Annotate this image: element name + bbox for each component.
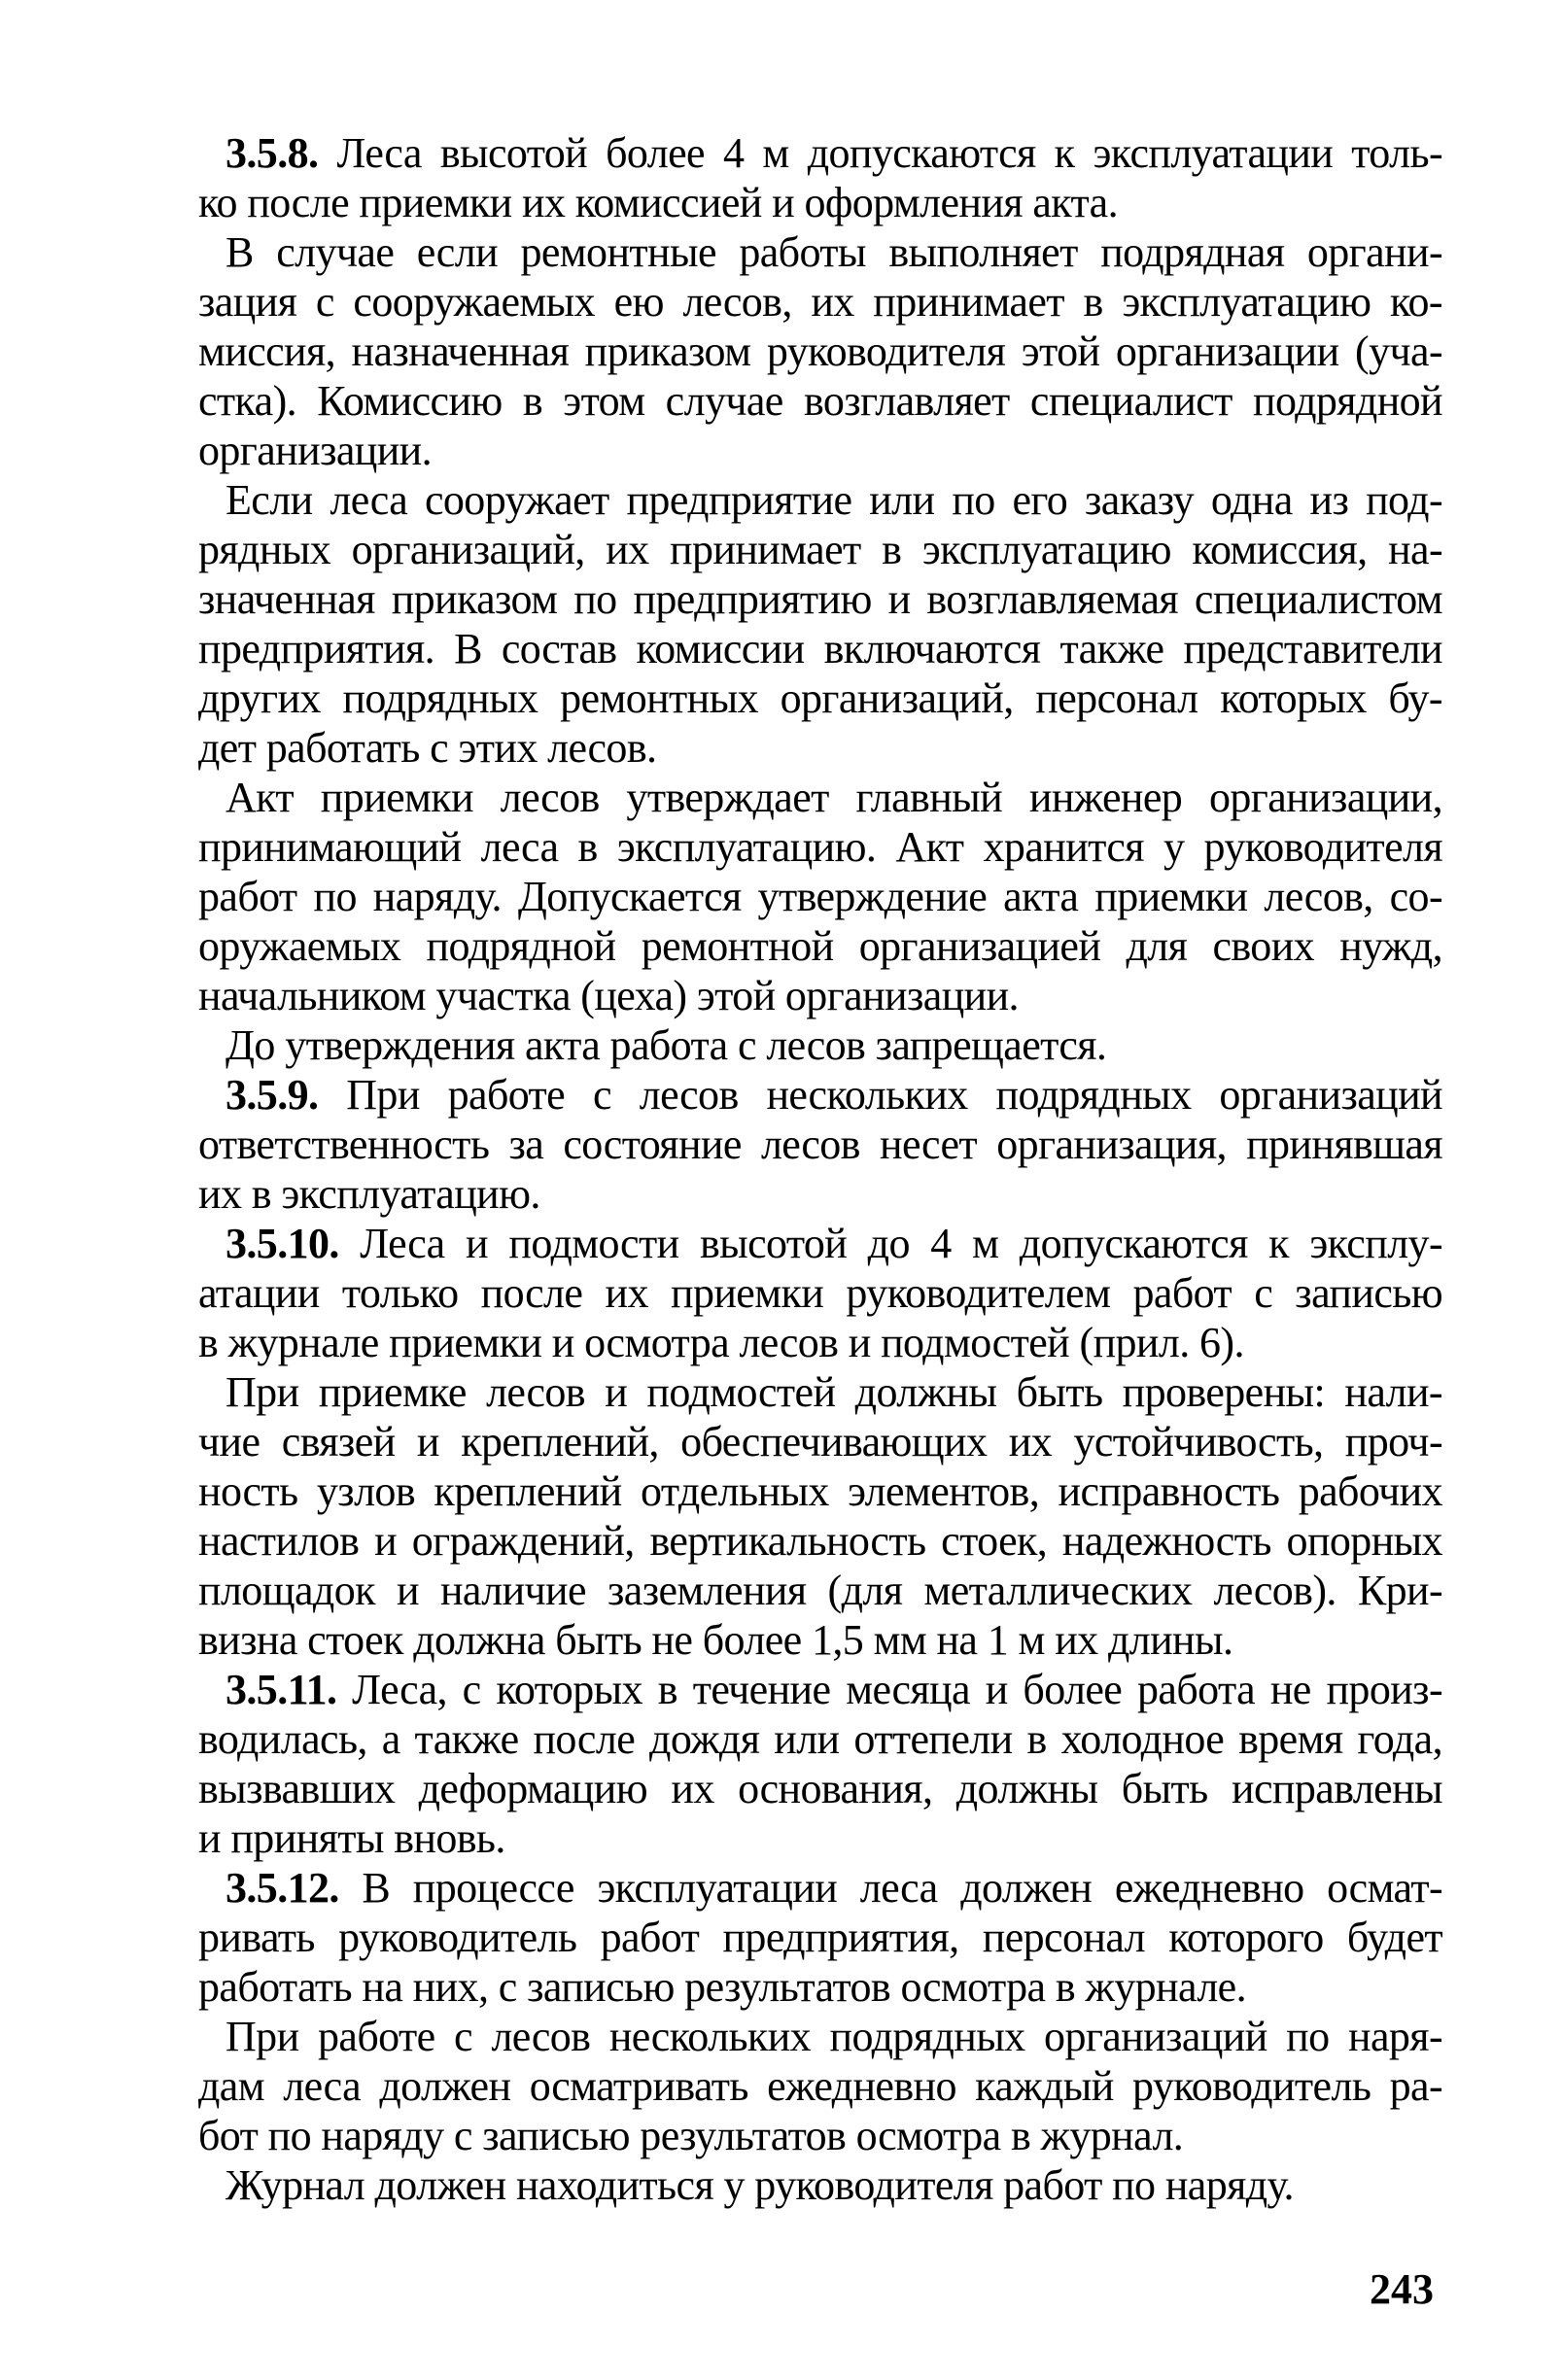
line-text: других подрядных ремонтных организаций, персонал которых бу- (198, 674, 1442, 722)
text-line (198, 277, 1442, 327)
text-line (198, 1962, 1442, 2012)
text-line (198, 1665, 1442, 1714)
text-line (198, 1219, 1442, 1268)
line-text: Журнал должен находиться у руководителя работ по наряду. (226, 2161, 1294, 2209)
line-text: предприятия. В состав комиссии включаются также представители (198, 625, 1442, 673)
line-text: дам леса должен осматривать ежедневно каждый руководитель ра- (198, 2062, 1442, 2110)
line-text: работать на них, с записью результатов осмотра в журнале. (198, 1963, 1247, 2011)
text-line (198, 773, 1442, 822)
line-text: дет работать с этих лесов. (198, 724, 657, 772)
line-text: ко после приемки их комиссией и оформления акта. (198, 179, 1118, 226)
paragraph (198, 1367, 1442, 1665)
text-line (198, 2160, 1442, 2210)
line-text: оружаемых подрядной ремонтной организацией для своих нужд, (198, 922, 1442, 970)
text-line (198, 872, 1442, 921)
text-line (198, 1615, 1442, 1665)
section-number: 3.5.12. (226, 1864, 339, 1912)
line-text: миссия, назначенная приказом руководителя этой организации (уча- (198, 328, 1442, 375)
paragraph (198, 475, 1442, 773)
line-text: Если леса сооружает предприятие или по его заказу одна из под- (226, 476, 1442, 524)
line-text: принимающий леса в эксплуатацию. Акт хранится у руководителя (198, 823, 1442, 871)
text-line (198, 128, 1442, 178)
text-line (198, 1566, 1442, 1615)
text-line (198, 376, 1442, 426)
text-line (198, 2111, 1442, 2160)
line-text: настилов и ограждений, вертикальность стоек, надежность опорных (198, 1517, 1442, 1565)
text-line (198, 178, 1442, 227)
paragraph (198, 1219, 1442, 1367)
line-text: значенная приказом по предприятию и возглавляемая специалистом (198, 575, 1442, 623)
line-text: визна стоек должна быть не более 1,5 мм на 1 м их длины. (198, 1616, 1233, 1664)
text-line (198, 1417, 1442, 1466)
line-text: рядных организаций, их принимает в эксплуатацию комиссия, на- (198, 526, 1442, 573)
text-line (198, 723, 1442, 773)
line-text: водилась, а также после дождя или оттепели в холодное время года, (198, 1715, 1442, 1763)
text-line (198, 1466, 1442, 1516)
paragraph (198, 128, 1442, 227)
line-text: вызвавших деформацию их основания, должны быть исправлены (198, 1765, 1442, 1812)
paragraph (198, 1070, 1442, 1219)
section-number: 3.5.11. (226, 1666, 337, 1713)
line-text: атации только после их приемки руководителем работ с записью (198, 1269, 1442, 1317)
line-text: ность узлов креплений отдельных элементов, исправность рабочих (198, 1467, 1442, 1515)
line-text: работ по наряду. Допускается утверждение акта приемки лесов, со- (198, 873, 1442, 920)
line-text: ривать руководитель работ предприятия, персонал которого будет (198, 1914, 1442, 1961)
line-text: ответственность за состояние лесов несет организация, принявшая (198, 1121, 1442, 1168)
text-line (198, 1813, 1442, 1863)
text-line (198, 1070, 1442, 1120)
line-text: площадок и наличие заземления (для металлических лесов). Кри- (198, 1567, 1442, 1614)
text-line (198, 1120, 1442, 1169)
text-line (198, 1714, 1442, 1764)
text-line (198, 1913, 1442, 1962)
line-text: В случае если ремонтные работы выполняет подрядная органи- (226, 228, 1442, 276)
line-text: и приняты вновь. (198, 1814, 505, 1862)
text-line (198, 2061, 1442, 2111)
text-line (198, 2012, 1442, 2061)
line-text: Акт приемки лесов утверждает главный инженер организации, (226, 774, 1442, 821)
line-text: начальником участка (цеха) этой организации. (198, 972, 1019, 1019)
text-line (198, 1764, 1442, 1813)
text-line (198, 574, 1442, 624)
text-line (198, 1020, 1442, 1070)
line-text: При приемке лесов и подмостей должны быть проверены: нали- (226, 1368, 1442, 1416)
text-line (198, 525, 1442, 574)
text-line (198, 624, 1442, 673)
text-line (198, 227, 1442, 277)
paragraph (198, 1863, 1442, 2012)
text-line (198, 822, 1442, 872)
paragraph (198, 2160, 1442, 2210)
section-number: 3.5.8. (226, 129, 319, 177)
line-text: организации. (198, 427, 433, 474)
section-number: 3.5.10. (226, 1220, 339, 1267)
text-line (198, 1863, 1442, 1913)
text-line (198, 971, 1442, 1020)
text-line (198, 1169, 1442, 1219)
paragraph (198, 227, 1442, 475)
text-line (198, 1318, 1442, 1367)
text-line (198, 426, 1442, 475)
line-text: стка). Комиссию в этом случае возглавляет специалист подрядной (198, 377, 1442, 425)
text-line (198, 475, 1442, 525)
line-text: зация с сооружаемых ею лесов, их принимает в эксплуатацию ко- (198, 278, 1442, 326)
line-text: в журнале приемки и осмотра лесов и подмостей (прил. 6). (198, 1319, 1244, 1366)
text-line (198, 921, 1442, 971)
line-text: В процессе эксплуатации леса должен ежедневно осмат- (338, 1864, 1442, 1912)
line-text: До утверждения акта работа с лесов запрещается. (226, 1021, 1107, 1069)
page-body (198, 128, 1442, 2210)
line-text: чие связей и креплений, обеспечивающих их устойчивость, проч- (198, 1418, 1442, 1466)
paragraph (198, 773, 1442, 1020)
line-text: При работе с лесов нескольких подрядных организаций по наря- (226, 2013, 1442, 2060)
line-text: При работе с лесов нескольких подрядных организаций (318, 1071, 1442, 1119)
line-text: Леса высотой более 4 м допускаются к эксплуатации толь- (318, 129, 1442, 177)
text-line (198, 673, 1442, 723)
page-number: 243 (1370, 2265, 1434, 2313)
line-text: их в эксплуатацию. (198, 1170, 540, 1218)
paragraph (198, 1665, 1442, 1863)
line-text: бот по наряду с записью результатов осмотра в журнал. (198, 2112, 1184, 2159)
paragraph (198, 1020, 1442, 1070)
text-line (198, 1516, 1442, 1566)
line-text: Леса и подмости высотой до 4 м допускаются к эксплу- (338, 1220, 1442, 1267)
line-text: Леса, с которых в течение месяца и более работа не произ- (336, 1666, 1442, 1713)
paragraph (198, 2012, 1442, 2160)
text-line (198, 1268, 1442, 1318)
text-line (198, 327, 1442, 376)
section-number: 3.5.9. (226, 1071, 319, 1119)
text-line (198, 1367, 1442, 1417)
